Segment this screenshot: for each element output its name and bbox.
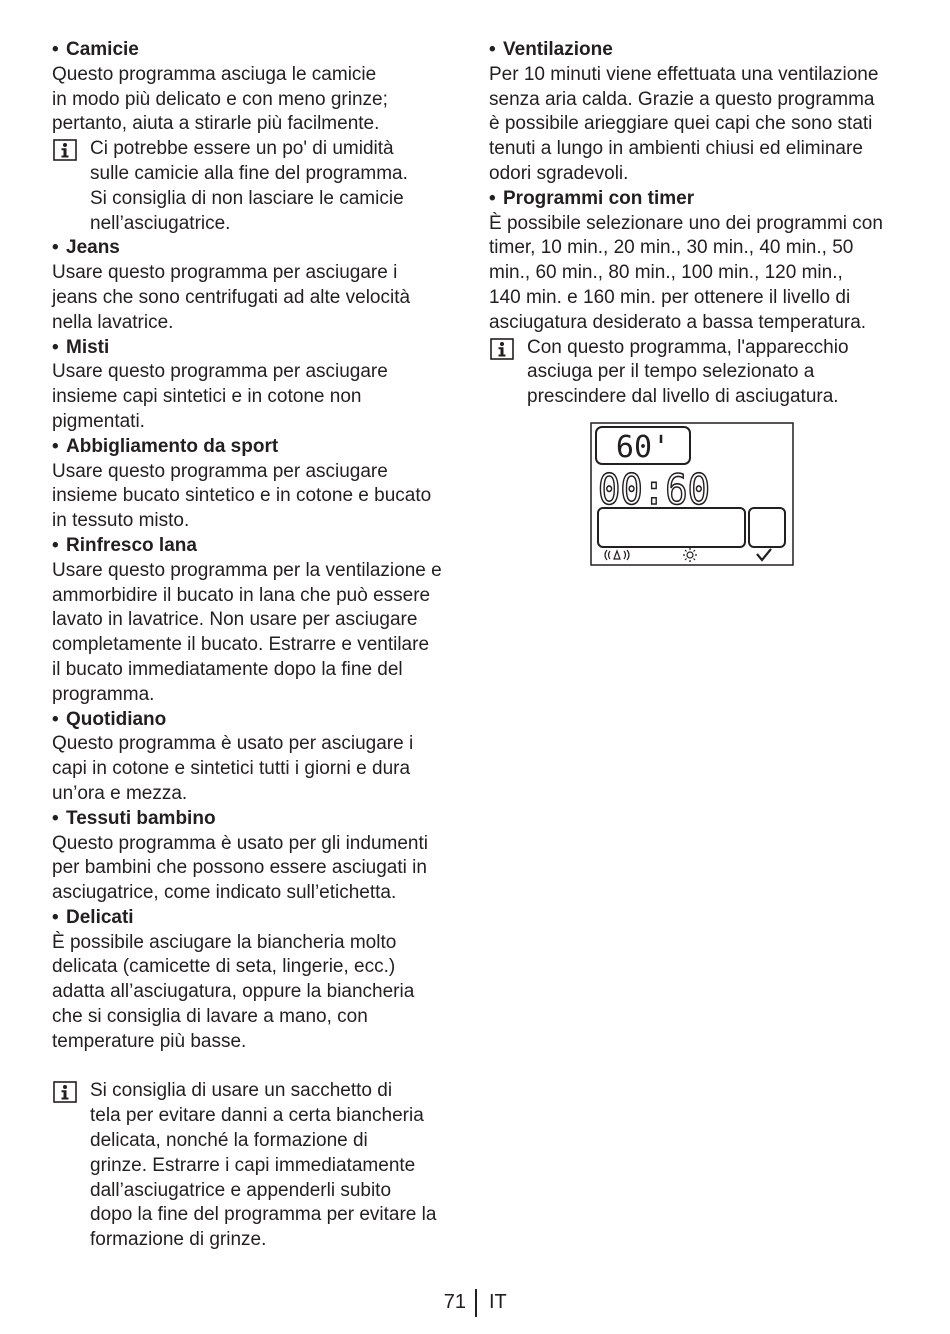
text-line: è possibile arieggiare quei capi che sono stati bbox=[489, 113, 873, 135]
language-code: IT bbox=[489, 1291, 507, 1313]
text-line: asciugatrice, come indicato sull’etichetta. bbox=[52, 882, 397, 904]
note-line: grinze. Estrarre i capi immediatamente bbox=[90, 1154, 416, 1176]
info-icon bbox=[490, 338, 514, 360]
text-line: asciugatura desiderato a bassa temperatura. bbox=[489, 311, 867, 333]
text-line: lavato in lavatrice. Non usare per asciugare bbox=[52, 609, 418, 631]
text-line: nella lavatrice. bbox=[52, 311, 174, 333]
section-heading-camicie: • Camicie bbox=[52, 39, 139, 60]
note-line: dopo la fine del programma per evitare la bbox=[90, 1204, 437, 1226]
text-line: senza aria calda. Grazie a questo programma bbox=[489, 88, 875, 110]
text-line: tenuti a lungo in ambienti chiusi ed eliminare bbox=[489, 138, 863, 160]
text-line: pigmentati. bbox=[52, 410, 145, 432]
section-heading-misti: • Misti bbox=[52, 336, 110, 358]
spacer bbox=[52, 1055, 462, 1080]
text-line: pertanto, aiuta a stirarle più facilmente. bbox=[52, 113, 380, 135]
text-line: 140 min. e 160 min. per ottenere il livello di bbox=[489, 286, 851, 308]
section-text-camicie bbox=[52, 63, 462, 137]
text-line: un’ora e mezza. bbox=[52, 782, 188, 804]
section-text-quotidiano bbox=[52, 732, 462, 806]
text-line: Questo programma è usato per gli indumenti bbox=[52, 832, 428, 854]
text-line: È possibile asciugare la biancheria molto bbox=[52, 931, 397, 953]
footer-divider bbox=[475, 1289, 477, 1317]
text-line: Questo programma è usato per asciugare i bbox=[52, 733, 414, 755]
section-heading-jeans: • Jeans bbox=[52, 237, 120, 259]
text-line: timer, 10 min., 20 min., 30 min., 40 min., 50 bbox=[489, 237, 854, 259]
text-line: in tessuto misto. bbox=[52, 510, 190, 532]
section-heading-tessuti-bambino: • Tessuti bambino bbox=[52, 807, 216, 829]
info-icon bbox=[53, 1081, 77, 1103]
note-line: tela per evitare danni a certa biancheria bbox=[90, 1105, 424, 1127]
info-note-camicie bbox=[52, 137, 462, 236]
section-heading-sport: • Abbigliamento da sport bbox=[52, 435, 279, 457]
section-text-jeans bbox=[52, 261, 462, 335]
section-heading-rinfresco-lana: • Rinfresco lana bbox=[52, 534, 197, 556]
note-line: Si consiglia di non lasciare le camicie bbox=[90, 187, 404, 209]
text-line: per bambini che possono essere asciugati in bbox=[52, 857, 427, 879]
display-top-value: 60' bbox=[615, 429, 671, 465]
section-heading-ventilazione: • Ventilazione bbox=[489, 39, 613, 60]
text-line: ammorbidire il bucato in lana che può essere bbox=[52, 584, 431, 606]
left-column bbox=[52, 38, 462, 1253]
info-note-timer bbox=[489, 336, 901, 410]
text-line: temperature più basse. bbox=[52, 1030, 247, 1052]
section-text-delicati bbox=[52, 931, 462, 1055]
text-line: Questo programma asciuga le camicie bbox=[52, 63, 377, 85]
right-column bbox=[489, 38, 901, 574]
section-heading-delicati: • Delicati bbox=[52, 906, 134, 928]
text-line: completamente il bucato. Estrarre e ventilare bbox=[52, 634, 430, 656]
text-line: delicata (camicette di seta, lingerie, ecc.) bbox=[52, 956, 396, 978]
text-line: capi in cotone e sintetici tutti i giorni e dura bbox=[52, 758, 411, 780]
text-line: che si consiglia di lavare a mano, con bbox=[52, 1006, 368, 1028]
note-line: Con questo programma, l'apparecchio bbox=[527, 336, 849, 358]
note-line: asciuga per il tempo selezionato a bbox=[527, 361, 815, 383]
page-footer bbox=[0, 1289, 950, 1319]
note-line: dall’asciugatrice e appenderli subito bbox=[90, 1179, 392, 1201]
text-line: Per 10 minuti viene effettuata una ventilazione bbox=[489, 63, 879, 85]
text-line: Usare questo programma per asciugare bbox=[52, 361, 388, 383]
text-line: insieme capi sintetici e in cotone non bbox=[52, 386, 362, 408]
section-text-tessuti-bambino bbox=[52, 832, 462, 906]
section-text-ventilazione bbox=[489, 63, 901, 187]
section-text-rinfresco-lana bbox=[52, 559, 462, 708]
section-text-sport bbox=[52, 460, 462, 534]
note-line: formazione di grinze. bbox=[90, 1229, 267, 1251]
note-line: Si consiglia di usare un sacchetto di bbox=[90, 1080, 393, 1102]
text-line: in modo più delicato e con meno grinze; bbox=[52, 88, 388, 110]
text-line: È possibile selezionare uno dei programmi con bbox=[489, 212, 883, 234]
note-line: Ci potrebbe essere un po' di umidità bbox=[90, 138, 394, 160]
lcd-display bbox=[590, 422, 794, 566]
note-line: prescindere dal livello di asciugatura. bbox=[527, 386, 839, 408]
note-line: sulle camicie alla fine del programma. bbox=[90, 162, 408, 184]
page-number: 71 bbox=[443, 1291, 466, 1313]
note-line: delicata, nonché la formazione di bbox=[90, 1130, 368, 1152]
text-line: Usare questo programma per la ventilazione e bbox=[52, 559, 442, 581]
info-icon bbox=[53, 139, 77, 161]
text-line: insieme bucato sintetico e in cotone e bucato bbox=[52, 485, 432, 507]
section-text-programmi-timer bbox=[489, 212, 901, 336]
section-text-misti bbox=[52, 360, 462, 434]
text-line: Usare questo programma per asciugare bbox=[52, 460, 388, 482]
section-heading-quotidiano: • Quotidiano bbox=[52, 708, 167, 730]
text-line: odori sgradevoli. bbox=[489, 162, 629, 184]
display-time: 00:60 bbox=[598, 464, 710, 514]
lcd-display-illustration bbox=[590, 422, 901, 574]
text-line: il bucato immediatamente dopo la fine del bbox=[52, 658, 403, 680]
text-line: min., 60 min., 80 min., 100 min., 120 min., bbox=[489, 262, 843, 284]
text-line: jeans che sono centrifugati ad alte velocità bbox=[52, 286, 411, 308]
text-line: Usare questo programma per asciugare i bbox=[52, 262, 398, 284]
text-line: programma. bbox=[52, 683, 155, 705]
note-line: nell’asciugatrice. bbox=[90, 212, 231, 234]
text-line: adatta all’asciugatura, oppure la biancheria bbox=[52, 981, 415, 1003]
section-heading-programmi-timer: • Programmi con timer bbox=[489, 187, 695, 209]
info-note-delicati bbox=[52, 1079, 462, 1253]
